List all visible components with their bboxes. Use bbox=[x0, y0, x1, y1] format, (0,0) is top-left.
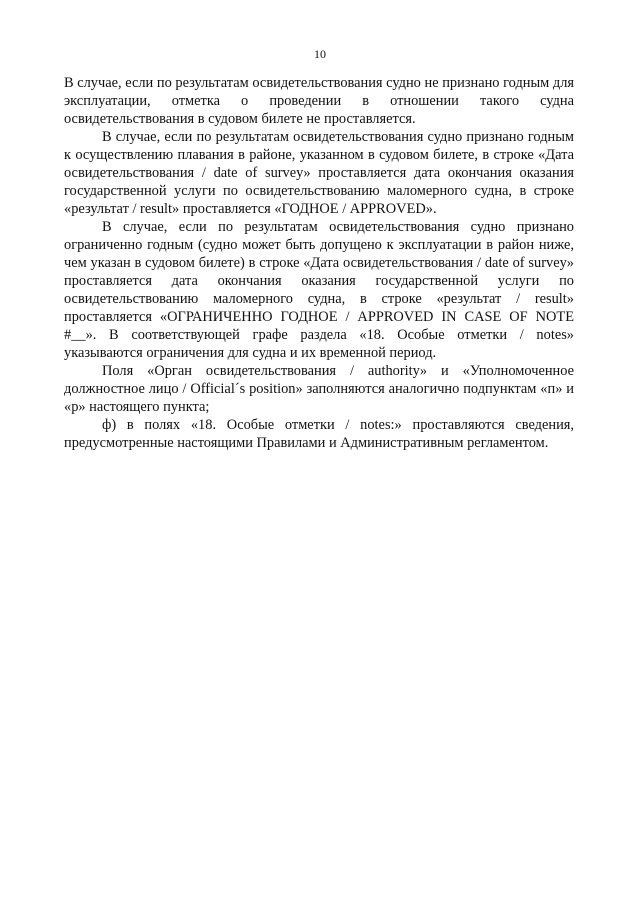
paragraph-notes-fields: ф) в полях «18. Особые отметки / notes:» проставляются сведения, предусмотренные настоящими Правилами и Административным регламентом. bbox=[64, 417, 574, 451]
page-number: 10 bbox=[314, 47, 326, 61]
paragraph-not-fit: В случае, если по результатам освидетельствования судно не признано годным для эксплуатации, отметка о проведении в отношении такого судна освидетельствования в судовом билете не проставляется. bbox=[64, 75, 574, 127]
paragraph-approved: В случае, если по результатам освидетельствования судно признано годным к осуществлению плавания в районе, указанном в судовом билете, в строке «Дата освидетельствования / date of survey» проставляется дата окончания оказания государственной услуги по освидетельствованию маломерного судна, в строке «результат / result» проставляется «ГОДНОЕ / APPROVED». bbox=[64, 129, 574, 217]
paragraph-authority-fields: Поля «Орган освидетельствования / authority» и «Уполномоченное должностное лицо / Official´s position» заполняются аналогично подпунктам «п» и «р» настоящего пункта; bbox=[64, 363, 574, 415]
paragraph-limited-approval: В случае, если по результатам освидетельствования судно признано ограниченно годным (судно может быть допущено к эксплуатации в район ниже, чем указан в судовом билете) в строке «Дата освидетельствования / date of survey» проставляется дата окончания оказания государственной услуги по освидетельствованию маломерного судна, в строке «результат / result» проставляется «ОГРАНИЧЕННО ГОДНОЕ / APPROVED IN CASE OF NOTE #__». В соответствующей графе раздела «18. Особые отметки / notes» указываются ограничения для судна и их временной период. bbox=[64, 219, 574, 361]
document-body bbox=[64, 74, 574, 452]
